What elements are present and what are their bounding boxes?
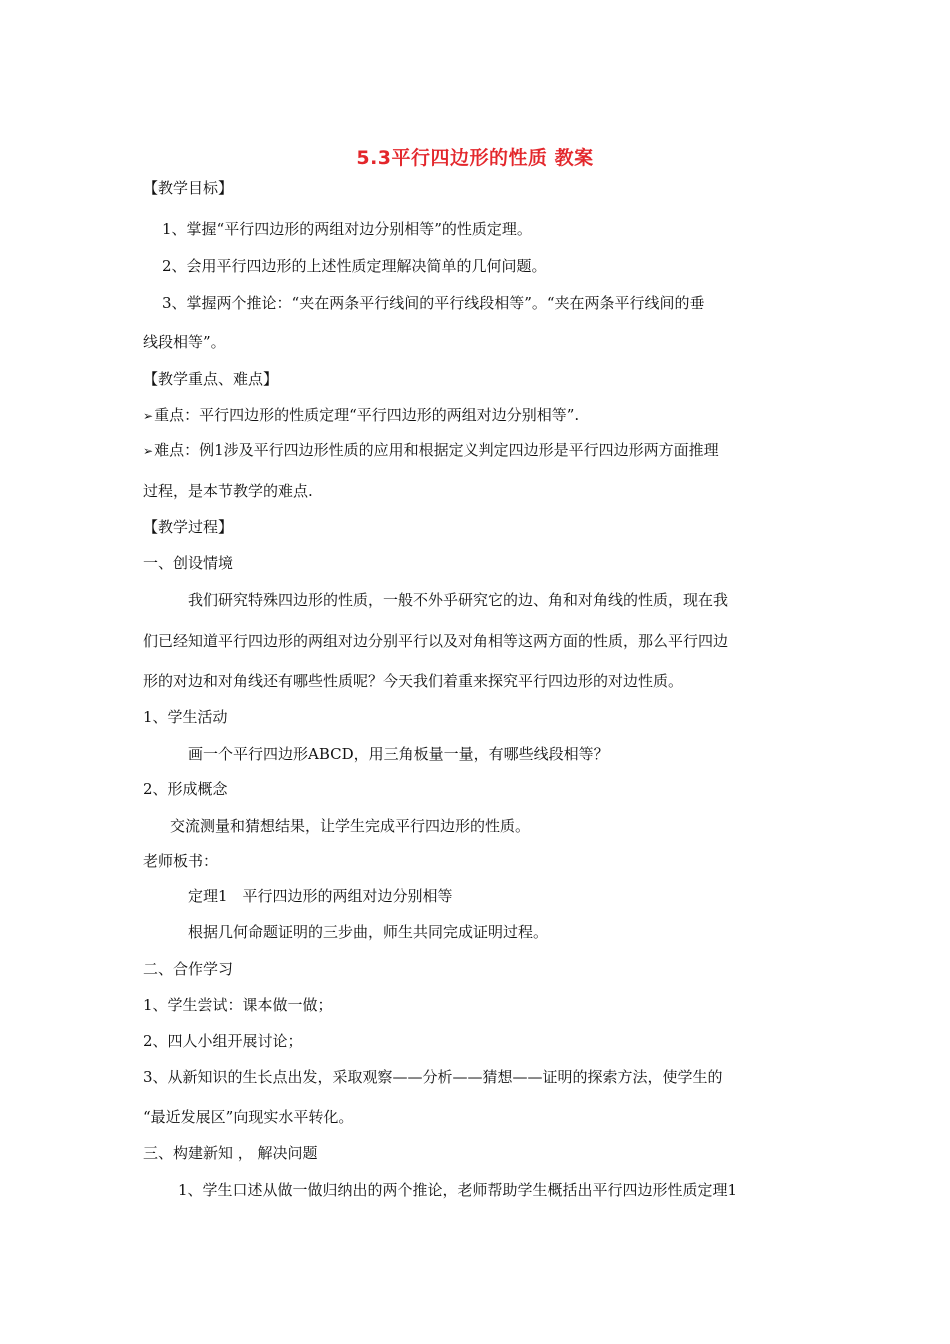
key-points-heading: 【教学重点、难点】 (143, 370, 279, 388)
concept-title: 2、形成概念 (143, 780, 228, 798)
paragraph-line: 们已经知道平行四边形的两组对边分别平行以及对角相等这两方面的性质，那么平行四边 (143, 632, 729, 650)
objectives-heading: 【教学目标】 (143, 179, 234, 197)
proof-text: 根据几何命题证明的三步曲，师生共同完成证明过程。 (188, 923, 549, 941)
concept-text: 交流测量和猜想结果，让学生完成平行四边形的性质。 (170, 817, 531, 835)
paragraph-line: 形的对边和对角线还有哪些性质呢？今天我们着重来探究平行四边形的对边性质。 (143, 672, 684, 690)
list-item: 2、四人小组开展讨论； (143, 1032, 303, 1050)
objective-item: 1、掌握“平行四边形的两组对边分别相等”的性质定理。 (162, 220, 532, 238)
list-item: 3、从新知识的生长点出发，采取观察——分析——猜想——证明的探索方法，使学生的 (143, 1068, 723, 1086)
difficulty-continuation: 过程，是本节教学的难点. (143, 482, 313, 500)
board-label: 老师板书： (143, 852, 219, 870)
process-heading: 【教学过程】 (143, 518, 234, 536)
activity-title: 1、学生活动 (143, 708, 228, 726)
difficulty-line (143, 440, 719, 461)
arrow-bullet-icon: ➢ (143, 409, 154, 423)
objective-item: 2、会用平行四边形的上述性质定理解决简单的几何问题。 (162, 257, 547, 275)
section-title: 一、创设情境 (143, 554, 234, 572)
arrow-bullet-icon: ➢ (143, 444, 154, 458)
section-title: 二、合作学习 (143, 960, 234, 978)
section-title: 三、构建新知 ， 解决问题 (143, 1144, 318, 1162)
objective-item-continuation: 线段相等”。 (143, 333, 226, 351)
page-title: 5.3平行四边形的性质 教案 (356, 147, 594, 169)
objective-item: 3、掌握两个推论：“夹在两条平行线间的平行线段相等”。“夹在两条平行线间的垂 (162, 294, 705, 312)
paragraph-line: 我们研究特殊四边形的性质，一般不外乎研究它的边、角和对角线的性质，现在我 (188, 591, 729, 609)
list-item: 1、学生口述从做一做归纳出的两个推论，老师帮助学生概括出平行四边形性质定理1 (178, 1181, 738, 1199)
focus-text: 重点：平行四边形的性质定理“平行四边形的两组对边分别相等”. (154, 406, 580, 424)
focus-line (143, 405, 579, 426)
theorem-text: 定理1 平行四边形的两组对边分别相等 (188, 887, 453, 905)
list-item: 1、学生尝试：课本做一做； (143, 996, 333, 1014)
difficulty-text: 难点：例1涉及平行四边形性质的应用和根据定义判定四边形是平行四边形两方面推理 (154, 441, 719, 459)
activity-text: 画一个平行四边形ABCD，用三角板量一量，有哪些线段相等？ (188, 745, 609, 763)
list-item-continuation: “最近发展区”向现实水平转化。 (143, 1108, 354, 1126)
